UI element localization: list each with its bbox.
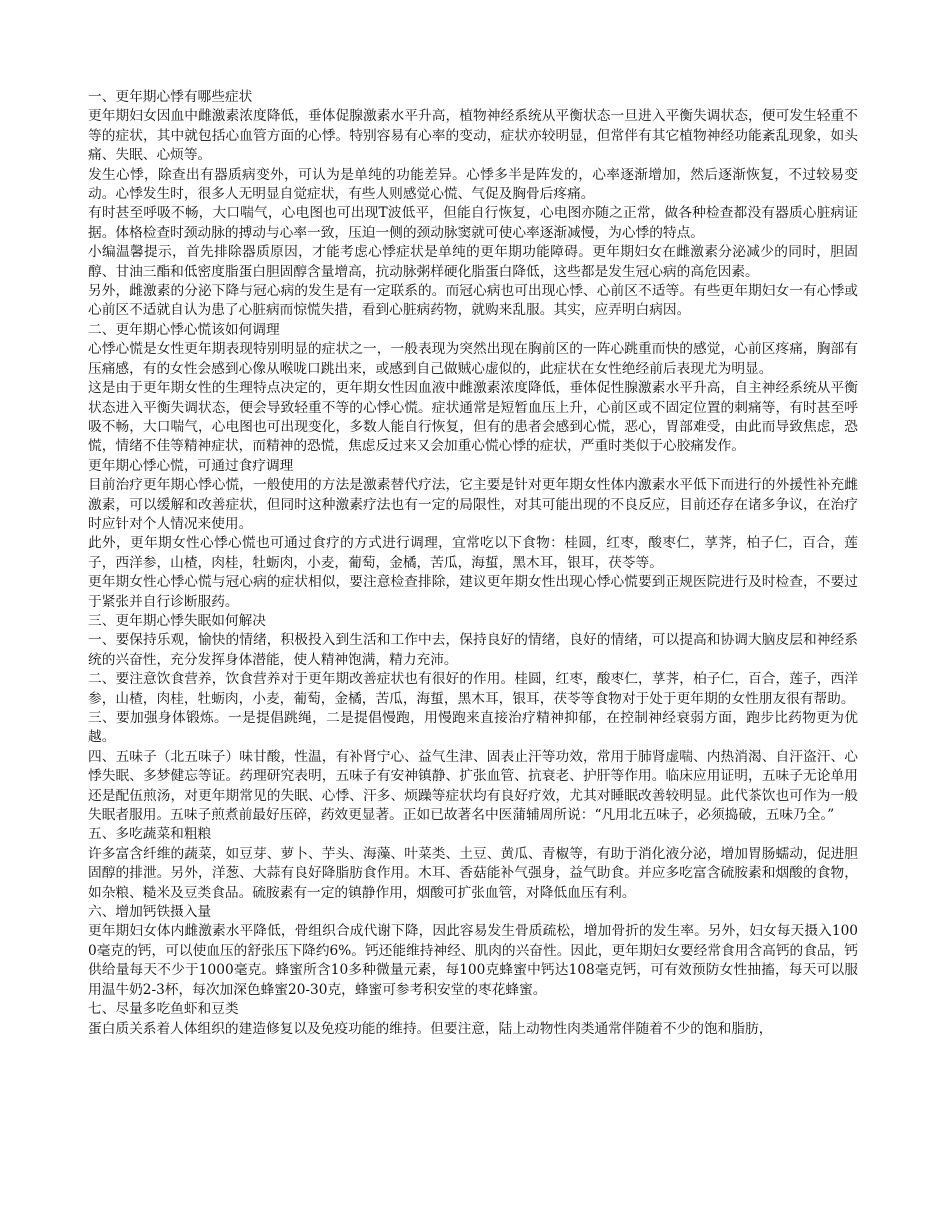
section-heading: 五、多吃蔬菜和粗粮 <box>88 826 212 843</box>
section-heading: 七、尽量多吃鱼虾和豆类 <box>88 1001 239 1018</box>
paragraph: 蛋白质关系着人体组织的建造修复以及免疫功能的维持。但要注意，陆上动物性肉类通常伴随着不少的饱和脂肪， <box>88 1020 773 1037</box>
paragraph: 四、五味子（北五味子）味甘酸，性温，有补肾宁心、益气生津、固表止汗等功效，常用于肺肾虚喘、内热消渴、自汗盗汗、心悸失眠、多梦健忘等证。药理研究表明，五味子有安神镇静、扩张血管、抗衰老、护肝等作用。临床应用证明，五味子无论单用还是配伍煎汤，对更年期常见的失眠、心悸、汗多、烦躁等症状均有良好疗效，尤其对睡眠改善较明显。此代茶饮也可作为一般失眠者服用。五味子煎煮前最好压碎，药效更显著。正如已故著名中医蒲辅周所说：“凡用北五味子，必须捣破，五味乃全。” <box>88 748 858 824</box>
paragraph: 心悸心慌是女性更年期表现特别明显的症状之一，一般表现为突然出现在胸前区的一阵心跳重而快的感觉，心前区疼痛，胸部有压痛感，有的女性会感到心像从喉咙口跳出来，或感到自己做贼心虚似的，此症状在女性绝经前后表现尤为明显。 <box>88 341 858 377</box>
paragraph: 一、要保持乐观，愉快的情绪，积极投入到生活和工作中去，保持良好的情绪，良好的情绪，可以提高和协调大脑皮层和神经系统的兴奋性，充分发挥身体潜能，使人精神饱满，精力充沛。 <box>88 632 858 668</box>
document-body <box>88 88 858 1039</box>
paragraph: 另外，雌激素的分泌下降与冠心病的发生是有一定联系的。而冠心病也可出现心悸、心前区不适等。有些更年期妇女一有心悸或心前区不适就自认为患了心脏病而惊慌失措，看到心脏病药物，就购来乱服。其实，应弄明白病因。 <box>88 283 858 319</box>
paragraph: 小编温馨提示，首先排除器质原因，才能考虑心悸症状是单纯的更年期功能障碍。更年期妇女在雌激素分泌减少的同时，胆固醇、甘油三酯和低密度脂蛋白胆固醇含量增高，抗动脉粥样硬化脂蛋白降低，这些都是发生冠心病的高危因素。 <box>88 244 858 280</box>
paragraph: 有时甚至呼吸不畅，大口喘气，心电图也可出现T波低平，但能自行恢复，心电图亦随之正常，做各种检查都没有器质心脏病证据。体格检查时颈动脉的搏动与心率一致，压迫一侧的颈动脉窦就可使心率逐渐减慢，为心悸的特点。 <box>88 205 858 241</box>
paragraph: 更年期妇女体内雌激素水平降低，骨组织合成代谢下降，因此容易发生骨质疏松，增加骨折的发生率。另外，妇女每天摄入1000毫克的钙，可以使血压的舒张压下降约6%。钙还能维持神经、肌肉的兴奋性。因此，更年期妇女要经常食用含高钙的食品，钙供给量每天不少于1000毫克。蜂蜜所含10多种微量元素，每100克蜂蜜中钙达108毫克钙，可有效预防女性抽搐，每天可以服用温牛奶2-3杯，每次加深色蜂蜜20-30克，蜂蜜可参考积安堂的枣花蜂蜜。 <box>88 923 858 998</box>
section-heading: 一、更年期心悸有哪些症状 <box>88 89 253 105</box>
paragraph: 这是由于更年期女性的生理特点决定的，更年期女性因血液中雌激素浓度降低，垂体促性腺激素水平升高，自主神经系统从平衡状态进入平衡失调状态，便会导致轻重不等的心悸心慌。症状通常是短暂血压上升，心前区或不固定位置的刺痛等，有时甚至呼吸不畅，大口喘气，心电图也可出现变化，多数人能自行恢复，但有的患者会感到心慌，恶心，胃部难受，由此而导致焦虑，恐慌，情绪不佳等精神症状，而精神的恐慌，焦虑反过来又会加重心慌心悸的症状，严重时类似于心胶痛发作。 <box>88 380 858 455</box>
section-heading: 更年期心悸心慌，可通过食疗调理 <box>88 457 294 474</box>
paragraph: 许多富含纤维的蔬菜，如豆芽、萝卜、芋头、海藻、叶菜类、土豆、黄瓜、青椒等，有助于消化液分泌，增加胃肠蠕动，促进胆固醇的排泄。另外，洋葱、大蒜有良好降脂肪食作用。木耳、香菇能补气强身，益气助食。并应多吃富含硫胺素和烟酸的食物，如杂粮、糙米及豆类食品。硫胺素有一定的镇静作用，烟酸可扩张血管，对降低血压有利。 <box>88 845 858 901</box>
paragraph: 更年期妇女因血中雌激素浓度降低，垂体促腺激素水平升高，植物神经系统从平衡状态一旦进入平衡失调状态，便可发生轻重不等的症状，其中就包括心血管方面的心悸。特别容易有心率的变动，症状亦较明显，但常伴有其它植物神经功能紊乱现象，如头痛、失眠、心烦等。 <box>88 108 858 164</box>
paragraph: 三、要加强身体锻炼。一是提倡跳绳，二是提倡慢跑，用慢跑来直接治疗精神抑郁，在控制神经衰弱方面，跑步比药物更为优越。 <box>88 710 858 746</box>
paragraph: 此外，更年期女性心悸心慌也可通过食疗的方式进行调理，宜常吃以下食物：桂圆，红枣，酸枣仁，莩荠，柏子仁，百合，莲子，西洋参，山楂，肉桂，牡蛎肉，小麦，葡萄，金橘，苦瓜，海蜇，黑木耳，银耳，茯苓等。 <box>88 535 858 571</box>
section-heading: 六、增加钙铁摄入量 <box>88 904 212 921</box>
paragraph: 发生心悸，除查出有器质病变外，可认为是单纯的功能差异。心悸多半是阵发的，心率逐渐增加，然后逐渐恢复，不过较易变动。心悸发生时，很多人无明显自觉症状，有些人则感觉心慌、气促及胸骨后疼痛。 <box>88 166 858 203</box>
paragraph: 更年期女性心悸心慌与冠心病的症状相似，要注意检查排除，建议更年期女性出现心悸心慌要到正规医院进行及时检查，不要过于紧张并自行诊断服药。 <box>88 574 858 610</box>
section-heading: 二、更年期心悸心慌该如何调理 <box>88 321 280 338</box>
paragraph: 目前治疗更年期心悸心慌，一般使用的方法是激素替代疗法，它主要是针对更年期女性体内激素水平低下而进行的外援性补充雌激素，可以缓解和改善症状，但同时这种激素疗法也有一定的局限性，对其可能出现的不良反应，目前还存在诸多争议，在治疗时应针对个人情况来使用。 <box>88 477 858 532</box>
section-heading: 三、更年期心悸失眠如何解决 <box>88 612 266 629</box>
paragraph: 二、要注意饮食营养，饮食营养对于更年期改善症状也有很好的作用。桂圆，红枣，酸枣仁，莩荠，柏子仁，百合，莲子，西洋参，山楂，肉桂，牡蛎肉，小麦，葡萄，金橘，苦瓜，海蜇，黑木耳，银耳，茯苓等食物对于处于更年期的女性朋友很有帮助。 <box>88 671 858 707</box>
